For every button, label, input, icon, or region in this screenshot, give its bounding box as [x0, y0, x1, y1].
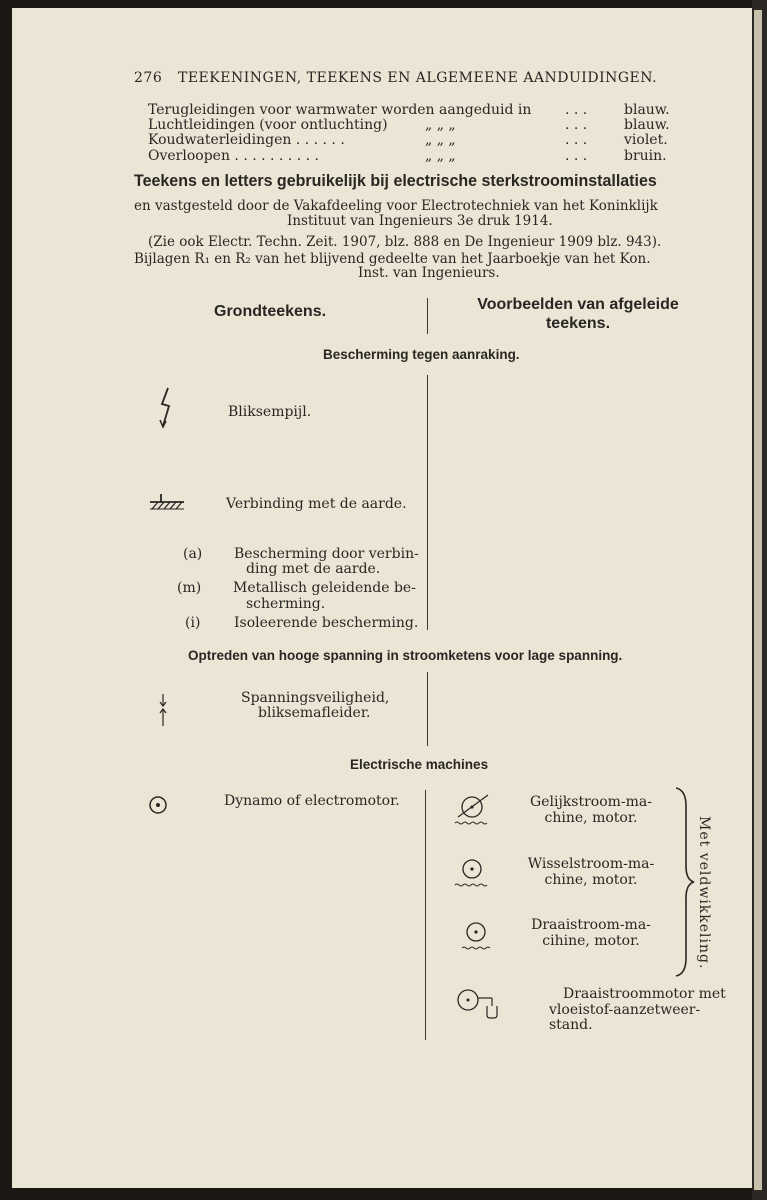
- running-title: TEEKENINGEN, TEEKENS EN ALGEMEENE AANDUIDINGEN.: [178, 70, 658, 86]
- liquid-starter-motor-icon: [454, 986, 500, 1020]
- curly-brace-icon: [672, 786, 698, 978]
- example-ac-line-1: Wisselstroom-ma-: [527, 856, 655, 872]
- surge-arrester-icon: [156, 692, 170, 728]
- last-example-line-2: vloeistof-aanzetweer-: [549, 1002, 701, 1018]
- section-title-protection: Bescherming tegen aanraking.: [323, 347, 520, 362]
- column-divider: [427, 298, 428, 334]
- machine-circle-icon: [148, 795, 168, 815]
- column-header-right-1: Voorbeelden van afgeleide: [477, 296, 679, 313]
- label-dynamo: Dynamo of electromotor.: [224, 793, 400, 809]
- column-divider: [427, 375, 428, 630]
- brace-label-veldwikkeling: Met veldwikkeling.: [696, 816, 712, 970]
- pipe-line-4: Overloopen . . . . . . . . . .: [148, 148, 319, 164]
- example-3ph-line-2: cihine, motor.: [542, 933, 640, 949]
- leader-dots: . . .: [565, 148, 588, 164]
- code-m: (m): [177, 580, 202, 596]
- color-bruin: bruin.: [624, 148, 667, 164]
- code-m-desc-1: Metallisch geleidende be-: [233, 580, 416, 596]
- code-m-desc-2: scherming.: [246, 596, 326, 612]
- leader-dots: . . .: [565, 102, 588, 118]
- label-bliksemafleider: bliksemafleider.: [258, 705, 371, 721]
- last-example-line-3: stand.: [549, 1017, 593, 1033]
- column-header-left: Grondteekens.: [214, 303, 327, 320]
- section-title-machines: Electrische machines: [350, 757, 489, 772]
- code-i-desc: Isoleerende bescherming.: [234, 615, 419, 631]
- section-title-high-voltage: Optreden van hooge spanning in stroomketens voor lage spanning.: [188, 648, 623, 663]
- column-header-right-2: teekens.: [545, 315, 611, 332]
- label-spanningsveiligheid: Spanningsveiligheid,: [241, 690, 390, 706]
- dc-machine-icon: [452, 793, 496, 827]
- column-divider: [427, 672, 428, 746]
- color-blauw: blauw.: [624, 117, 670, 133]
- code-i: (i): [185, 615, 201, 631]
- ditto-marks: „ „ „: [425, 148, 456, 164]
- color-blauw: blauw.: [624, 102, 670, 118]
- code-a-desc-1: Bescherming door verbin-: [234, 546, 419, 562]
- label-bliksempijl: Bliksempijl.: [228, 404, 312, 420]
- intro-line-2: Instituut van Ingenieurs 3e druk 1914.: [287, 213, 553, 229]
- example-ac-line-2: chine, motor.: [544, 872, 638, 888]
- adjacent-page-edge: [752, 0, 767, 1200]
- pipe-line-3: Koudwaterleidingen . . . . . .: [148, 132, 345, 148]
- intro-line-1: en vastgesteld door de Vakafdeeling voor Electrotechniek van het Koninklijk: [134, 198, 658, 214]
- color-violet: violet.: [624, 132, 668, 148]
- leader-dots: . . .: [565, 132, 588, 148]
- example-3ph-line-1: Draaistroom-ma-: [531, 917, 651, 933]
- leader-dots: . . .: [565, 117, 588, 133]
- ac-machine-icon: [452, 857, 492, 889]
- lightning-arrow-icon: [155, 386, 175, 430]
- earth-ground-icon: [148, 492, 186, 512]
- pipe-line-2: Luchtleidingen (voor ontluchting): [148, 117, 388, 133]
- three-phase-machine-icon: [456, 918, 496, 952]
- column-divider: [425, 790, 426, 1040]
- main-heading: Teekens en letters gebruikelijk bij electrische sterkstroominstallaties: [134, 172, 657, 190]
- intro-line-3: (Zie ook Electr. Techn. Zeit. 1907, blz. 888 en De Ingenieur 1909 blz. 943).: [148, 234, 662, 250]
- example-dc-line-1: Gelijkstroom-ma-: [530, 794, 652, 810]
- last-example-line-1: Draaistroommotor met: [563, 986, 726, 1002]
- ditto-marks: „ „ „: [425, 132, 456, 148]
- example-dc-line-2: chine, motor.: [544, 810, 638, 826]
- page-number: 276: [134, 70, 163, 86]
- intro-line-5: Inst. van Ingenieurs.: [358, 265, 500, 281]
- code-a-desc-2: ding met de aarde.: [246, 561, 381, 577]
- intro-line-4: Bijlagen R₁ en R₂ van het blijvend gedeelte van het Jaarboekje van het Kon.: [134, 251, 651, 267]
- code-a: (a): [183, 546, 203, 562]
- ditto-marks: „ „ „: [425, 117, 456, 133]
- pipe-line-1: Terugleidingen voor warmwater worden aangeduid in: [148, 102, 532, 118]
- label-aarde: Verbinding met de aarde.: [226, 496, 407, 512]
